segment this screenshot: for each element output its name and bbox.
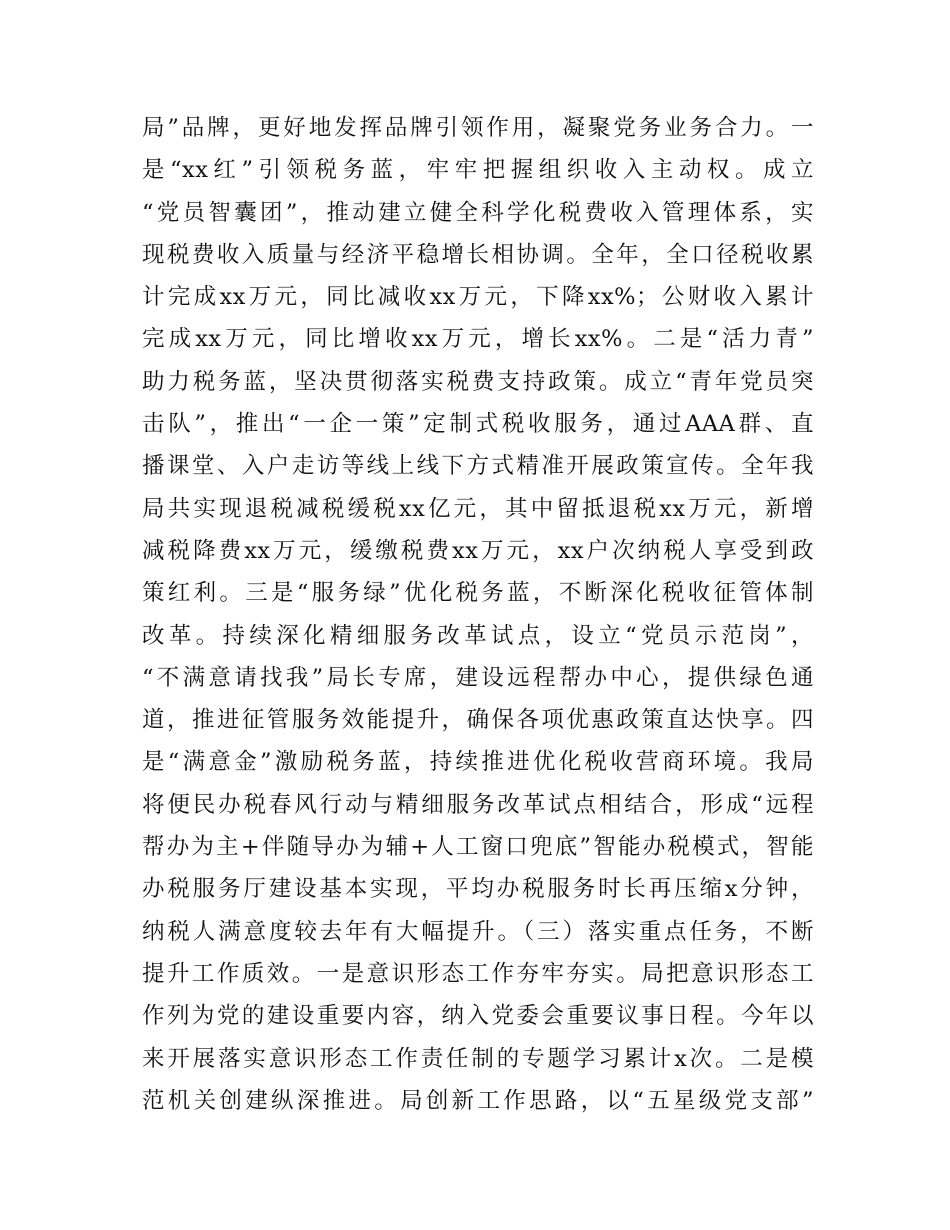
text-line: 帮办为主+伴随导办为辅+人工窗口兜底”智能办税模式，智能 [142,834,814,861]
text-line: 道，推进征管服务效能提升，确保各项优惠政策直达快享。四 [142,707,814,734]
text-line: “不满意请找我”局长专席，建设远程帮办中心，提供绿色通 [142,664,814,691]
text-line: 提升工作质效。一是意识形态工作夯牢夯实。局把意识形态工 [142,960,814,987]
text-line: 作列为党的建设重要内容，纳入党委会重要议事日程。今年以 [142,1003,814,1030]
text-line: 减税降费xx万元，缓缴税费xx万元，xx户次纳税人享受到政 [142,537,814,564]
text-line: 来开展落实意识形态工作责任制的专题学习累计x次。二是模 [142,1045,814,1072]
text-line: 局”品牌，更好地发挥品牌引领作用，凝聚党务业务合力。一 [142,115,814,141]
text-line: 计完成xx万元，同比减收xx万元，下降xx%；公财收入累计 [142,284,814,311]
text-line: 击队”，推出“一企一策”定制式税收服务，通过AAA群、直 [142,411,814,438]
text-line: 是“满意金”激励税务蓝，持续推进优化税收营商环境。我局 [142,749,814,776]
body-paragraph [142,107,814,1122]
text-line: 策红利。三是“服务绿”优化税务蓝，不断深化税收征管体制 [142,580,814,607]
text-line: 将便民办税春风行动与精细服务改革试点相结合，形成“远程 [142,791,814,818]
text-line: 是“xx红”引领税务蓝，牢牢把握组织收入主动权。成立 [142,157,814,184]
text-line: 改革。持续深化精细服务改革试点，设立“党员示范岗”， [142,622,814,649]
text-line: 范机关创建纵深推进。局创新工作思路，以“五星级党支部” [142,1087,814,1114]
text-line: 播课堂、入户走访等线上线下方式精准开展政策宣传。全年我 [142,453,814,480]
text-line: 完成xx万元，同比增收xx万元，增长xx%。二是“活力青” [142,326,814,353]
text-line: 助力税务蓝，坚决贯彻落实税费支持政策。成立“青年党员突 [142,368,814,395]
text-line: “党员智囊团”，推动建立健全科学化税费收入管理体系，实 [142,199,814,226]
text-line: 纳税人满意度较去年有大幅提升。（三）落实重点任务，不断 [142,918,814,945]
text-line: 办税服务厅建设基本实现，平均办税服务时长再压缩x分钟， [142,876,814,903]
text-line: 局共实现退税减税缓税xx亿元，其中留抵退税xx万元，新增 [142,495,814,522]
text-line: 现税费收入质量与经济平稳增长相协调。全年，全口径税收累 [142,241,814,268]
